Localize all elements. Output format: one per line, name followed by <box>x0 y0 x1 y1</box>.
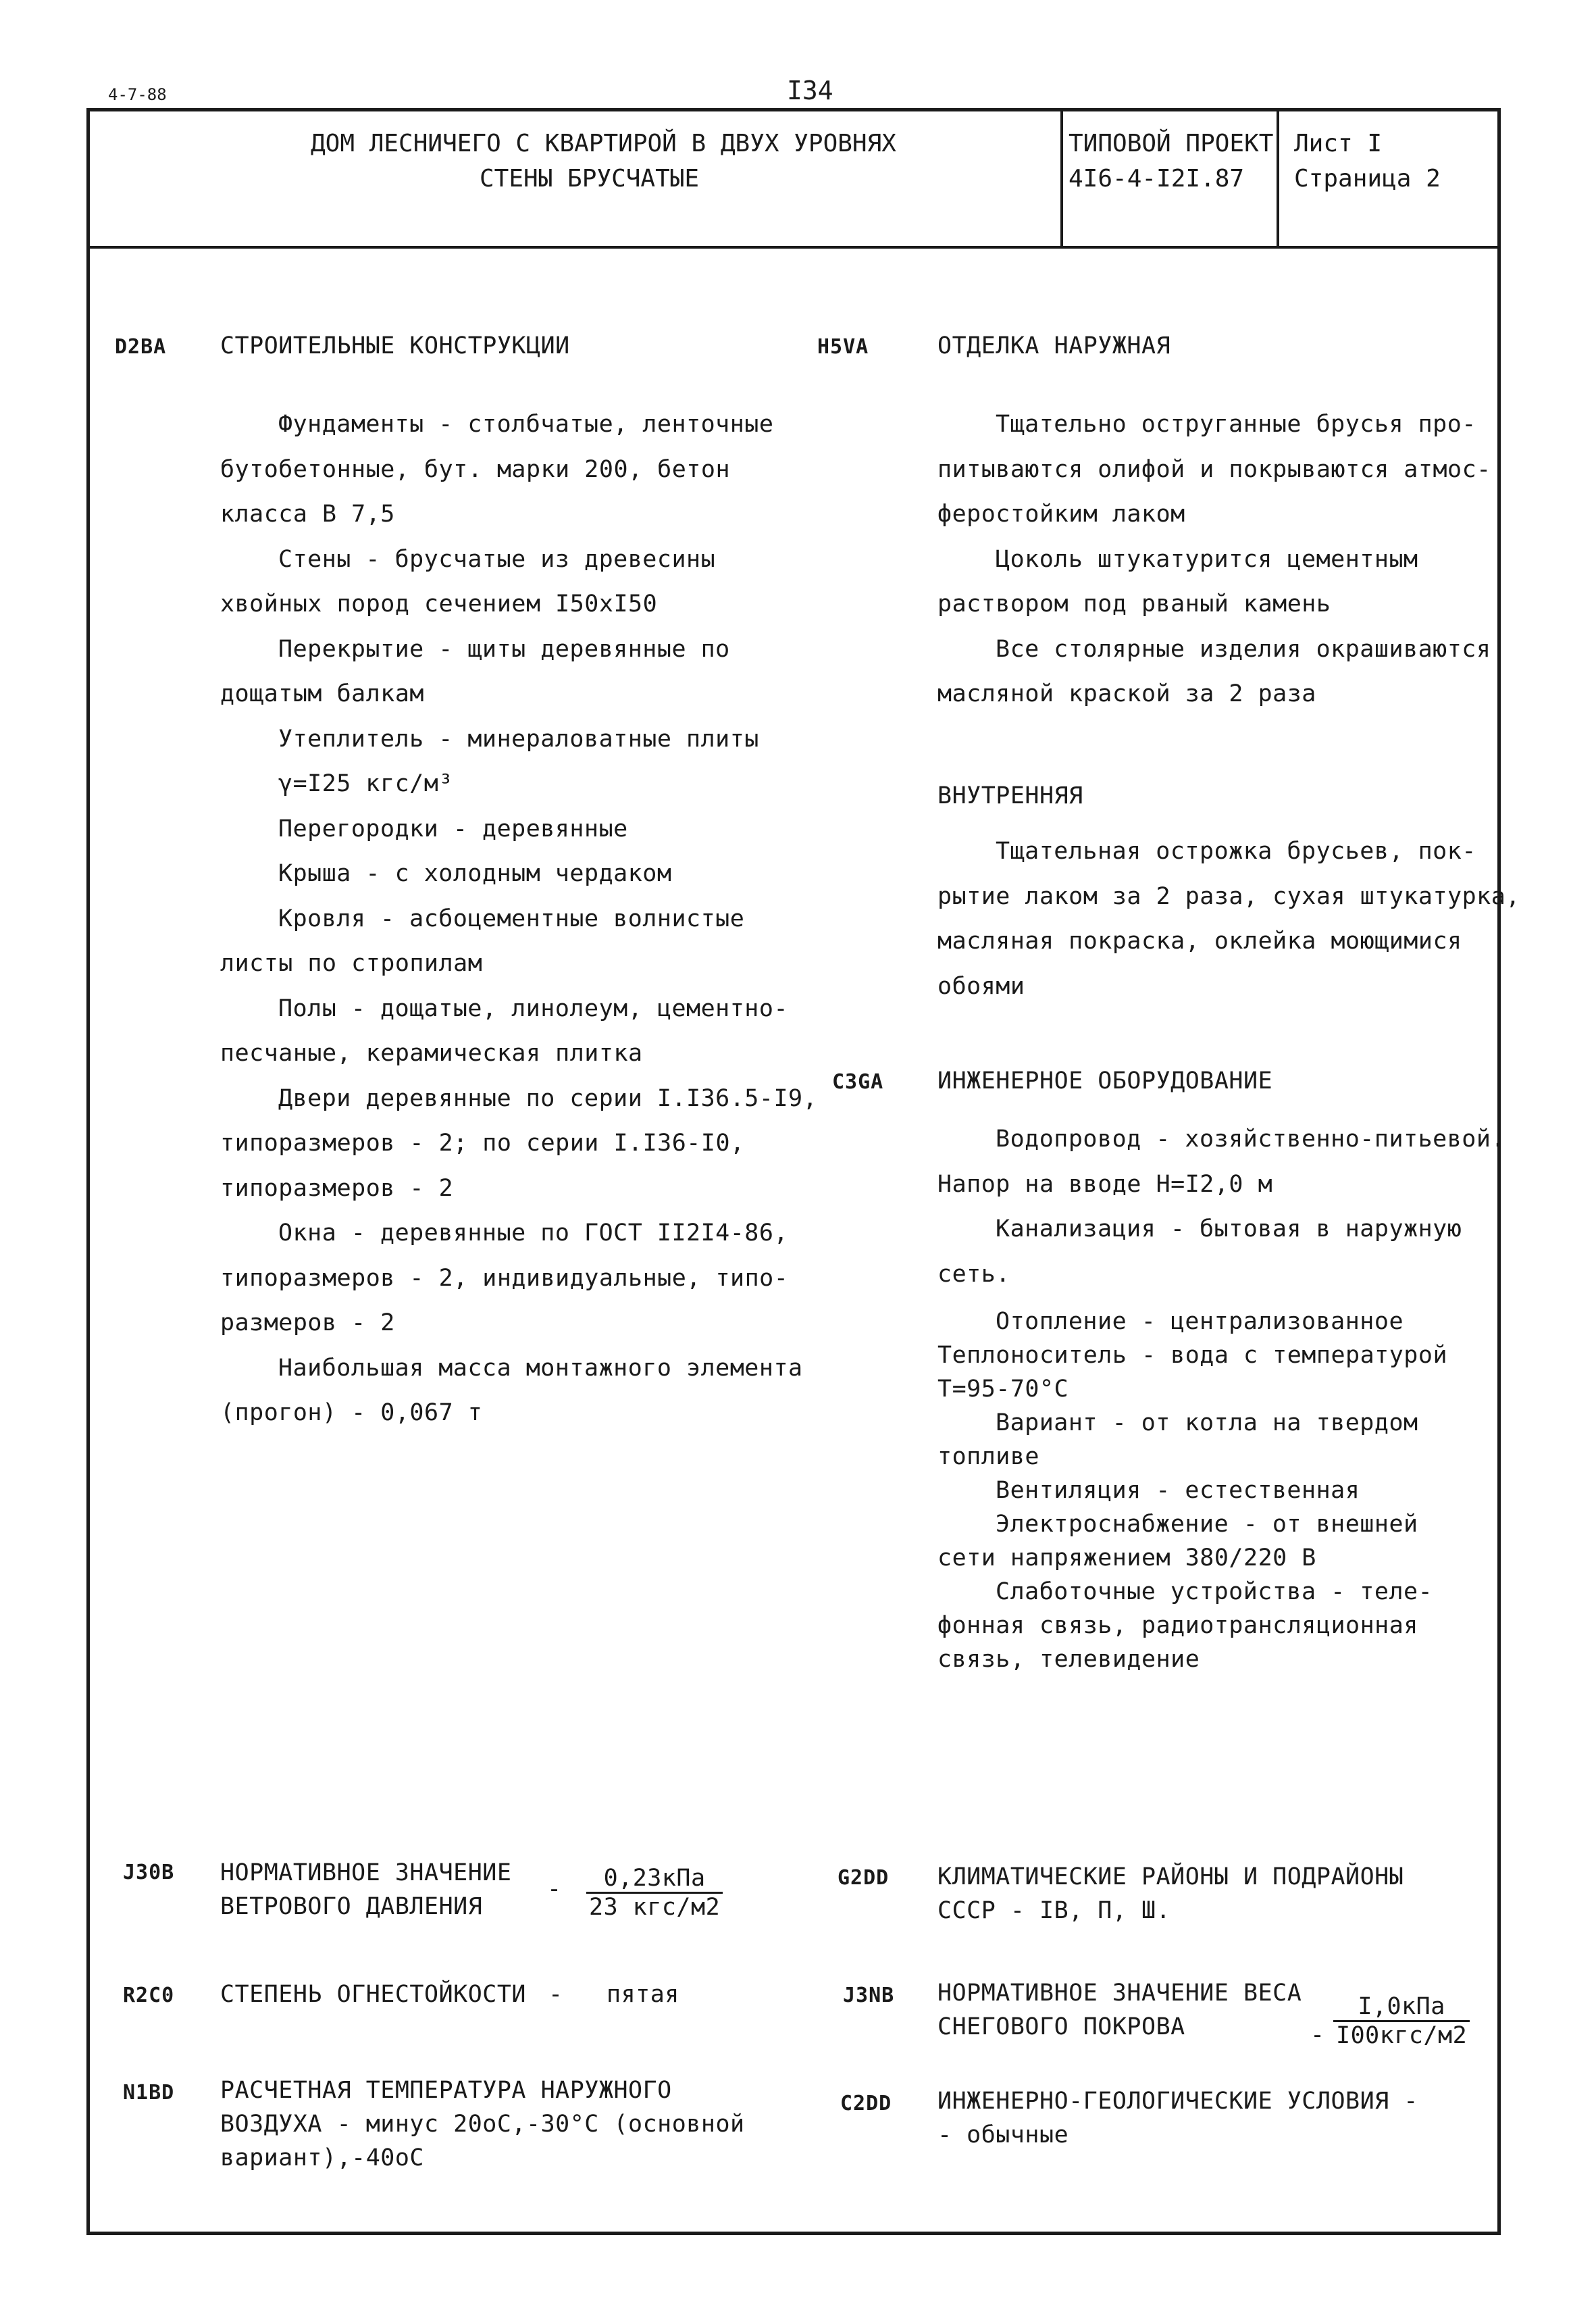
code-temperature: N1BD <box>123 2081 175 2105</box>
page-label: Страница 2 <box>1294 165 1441 193</box>
text-line: Канализация - бытовая в наружную <box>996 1215 1462 1242</box>
text-line: Отопление - централизованное <box>996 1308 1404 1335</box>
header-title-line1: ДОМ ЛЕСНИЧЕГО С КВАРТИРОЙ В ДВУХ УРОВНЯХ <box>311 130 896 157</box>
snow-value-denominator: I00кгс/м2 <box>1336 2022 1468 2049</box>
section-heading-interior: ВНУТРЕННЯЯ <box>937 782 1083 809</box>
text-line: связь, телевидение <box>937 1646 1200 1673</box>
temperature-line2: ВОЗДУХА - минус 20оС,-30°С (основной <box>220 2111 745 2138</box>
sheet-label: Лист I <box>1294 130 1383 157</box>
text-line: Тщательно оструганные брусья про- <box>996 411 1476 438</box>
text-line: топливе <box>937 1443 1040 1470</box>
page-number: I34 <box>787 76 833 105</box>
text-line: размеров - 2 <box>220 1309 395 1336</box>
code-fire: R2C0 <box>123 1984 175 2007</box>
text-line: Водопровод - хозяйственно-питьевой. <box>996 1126 1506 1153</box>
header-divider-v1 <box>1060 108 1063 247</box>
temperature-line3: вариант),-40оС <box>220 2144 425 2171</box>
wind-dash: - <box>547 1876 562 1903</box>
snow-value-fraction <box>1333 1993 1470 2049</box>
header-title-line2: СТЕНЫ БРУСЧАТЫЕ <box>480 165 700 193</box>
text-line: Крыша - с холодным чердаком <box>278 860 672 887</box>
text-line: Перегородки - деревянные <box>278 815 628 842</box>
text-line: Электроснабжение - от внешней <box>996 1511 1418 1538</box>
text-line: масляной краской за 2 раза <box>937 680 1316 707</box>
snow-value-numerator: I,0кПа <box>1333 1993 1470 2022</box>
text-line: типоразмеров - 2, индивидуальные, типо- <box>220 1264 789 1292</box>
text-line: масляная покраска, оклейка моющимися <box>937 928 1462 955</box>
wind-value-denominator: 23 кгс/м2 <box>589 1894 721 1921</box>
text-line: Кровля - асбоцементные волнистые <box>278 905 745 932</box>
text-line: Цоколь штукатурится цементным <box>996 545 1418 573</box>
text-line: Вариант - от котла на твердом <box>996 1409 1418 1436</box>
text-line: питываются олифой и покрываются атмос- <box>937 455 1491 483</box>
text-line: типоразмеров - 2; по серии I.I36-I0, <box>220 1130 745 1157</box>
text-line: Стены - брусчатые из древесины <box>278 545 716 573</box>
section-heading-structures: СТРОИТЕЛЬНЫЕ КОНСТРУКЦИИ <box>220 332 570 359</box>
code-geology: C2DD <box>840 2092 892 2115</box>
snow-label-line1: НОРМАТИВНОЕ ЗНАЧЕНИЕ ВЕСА <box>937 1980 1302 2007</box>
wind-label-line1: НОРМАТИВНОЕ ЗНАЧЕНИЕ <box>220 1859 512 1886</box>
text-line: типоразмеров - 2 <box>220 1174 454 1202</box>
fire-value: пятая <box>607 1981 679 2008</box>
header-divider-v2 <box>1277 108 1279 247</box>
section-code-structures: D2BA <box>115 335 167 359</box>
text-line: песчаные, керамическая плитка <box>220 1040 643 1067</box>
text-line: дощатым балкам <box>220 680 425 707</box>
text-line: Утеплитель - минераловатные плиты <box>278 725 759 753</box>
fire-label: СТЕПЕНЬ ОГНЕСТОЙКОСТИ <box>220 1981 527 2008</box>
code-wind: J30B <box>123 1861 175 1884</box>
text-line: Тщательная острожка брусьев, пок- <box>996 838 1476 865</box>
text-line: листы по стропилам <box>220 950 483 977</box>
climate-line2: СССР - IВ, П, Ш. <box>937 1897 1171 1924</box>
text-line: сеть. <box>937 1260 1010 1288</box>
text-line: (прогон) - 0,067 т <box>220 1399 483 1426</box>
text-line: Наибольшая масса монтажного элемента <box>278 1354 803 1382</box>
text-line: Окна - деревянные по ГОСТ II2I4-86, <box>278 1219 789 1247</box>
project-label: ТИПОВОЙ ПРОЕКТ <box>1069 130 1274 157</box>
text-line: Теплоноситель - вода с температурой <box>937 1342 1448 1369</box>
text-line: раствором под рваный камень <box>937 590 1331 618</box>
wind-label-line2: ВЕТРОВОГО ДАВЛЕНИЯ <box>220 1893 483 1920</box>
geology-line2: - обычные <box>937 2121 1069 2148</box>
text-line: рытие лаком за 2 раза, сухая штукатурка, <box>937 882 1520 910</box>
text-line: Полы - дощатые, линолеум, цементно- <box>278 995 789 1022</box>
text-line: бутобетонные, бут. марки 200, бетон <box>220 455 731 483</box>
document-reference: 4-7-88 <box>108 85 167 104</box>
text-line: фонная связь, радиотрансляционная <box>937 1612 1418 1639</box>
text-line: сети напряжением 380/220 В <box>937 1544 1316 1571</box>
text-line: обоями <box>937 972 1025 1000</box>
temperature-line1: РАСЧЕТНАЯ ТЕМПЕРАТУРА НАРУЖНОГО <box>220 2077 672 2104</box>
header-divider <box>86 246 1501 249</box>
section-heading-exterior: ОТДЕЛКА НАРУЖНАЯ <box>937 332 1171 359</box>
text-line: Перекрытие - щиты деревянные по <box>278 635 730 663</box>
snow-dash: - <box>1310 2021 1325 2048</box>
text-line: Напор на вводе H=I2,0 м <box>937 1170 1273 1198</box>
text-line: Т=95-70°С <box>937 1376 1069 1403</box>
text-line: феростойким лаком <box>937 501 1185 528</box>
section-heading-engineering: ИНЖЕНЕРНОЕ ОБОРУДОВАНИЕ <box>937 1067 1273 1095</box>
text-line: Двери деревянные по серии I.I36.5-I9, <box>278 1084 818 1112</box>
snow-label-line2: СНЕГОВОГО ПОКРОВА <box>937 2013 1185 2040</box>
wind-value-fraction <box>586 1865 723 1921</box>
project-number: 4I6-4-I2I.87 <box>1069 165 1245 193</box>
text-line: Фундаменты - столбчатые, ленточные <box>278 411 774 438</box>
wind-value-numerator: 0,23кПа <box>586 1865 723 1894</box>
text-line: Слаботочные устройства - теле- <box>996 1578 1433 1605</box>
text-line: Вентиляция - естественная <box>996 1477 1360 1504</box>
geology-line1: ИНЖЕНЕРНО-ГЕОЛОГИЧЕСКИЕ УСЛОВИЯ - <box>937 2088 1418 2115</box>
code-climate: G2DD <box>838 1866 890 1890</box>
fire-dash: - <box>548 1981 563 2008</box>
section-code-exterior: H5VA <box>817 335 869 359</box>
climate-line1: КЛИМАТИЧЕСКИЕ РАЙОНЫ И ПОДРАЙОНЫ <box>937 1863 1404 1890</box>
code-snow: J3NB <box>843 1984 895 2007</box>
text-line: класса В 7,5 <box>220 501 395 528</box>
text-line: хвойных пород сечением I50xI50 <box>220 590 658 618</box>
text-line: Все столярные изделия окрашиваются <box>996 635 1491 663</box>
text-line: γ=I25 кгс/м³ <box>278 770 453 797</box>
section-code-engineering: C3GA <box>832 1070 884 1094</box>
